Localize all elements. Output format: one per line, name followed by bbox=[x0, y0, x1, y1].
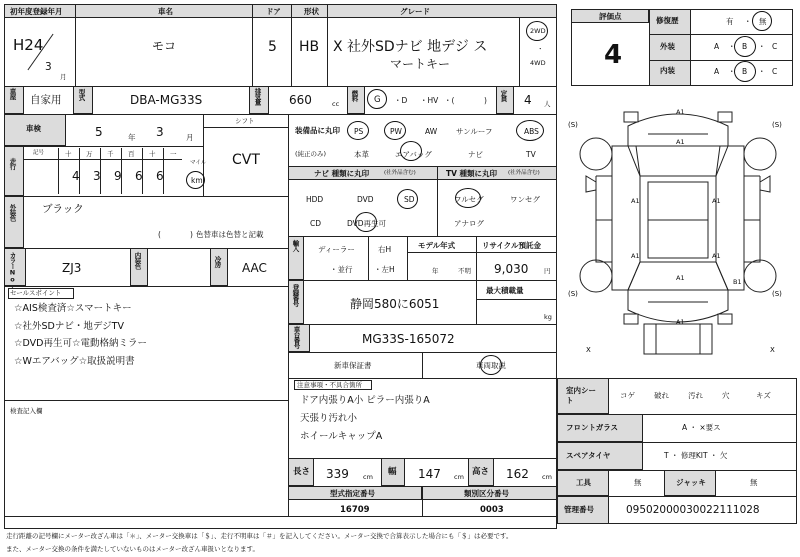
wheel-mark-left: X bbox=[586, 346, 591, 354]
displacement-label: 排気量 bbox=[253, 88, 262, 105]
mileage-unit: km bbox=[191, 176, 203, 185]
jack-value: 無 bbox=[750, 478, 758, 487]
drive-2wd: 2WD bbox=[530, 27, 546, 35]
door-value: 5 bbox=[268, 39, 277, 55]
mileage-header-cell: 十 bbox=[149, 150, 156, 158]
usage-label: 車屋 bbox=[8, 88, 17, 99]
tv-incl: (社外品含む) bbox=[508, 170, 540, 176]
car-name-value: モコ bbox=[152, 39, 177, 53]
first-reg-month-unit: 月 bbox=[60, 73, 67, 81]
shift-label: シフト bbox=[235, 117, 255, 125]
sx-top-right: (S) bbox=[772, 121, 782, 129]
repair-sep: ・ bbox=[744, 17, 752, 26]
displacement-value: 660 bbox=[289, 93, 312, 107]
class-no-value: 0003 bbox=[480, 505, 504, 515]
equip-leather: 本革 bbox=[354, 150, 369, 159]
drive-2wd-circle bbox=[526, 21, 548, 41]
fuel-other-close: ) bbox=[484, 96, 487, 105]
equip-tv: TV bbox=[526, 150, 536, 159]
note-2: 天張り汚れ小 bbox=[300, 413, 358, 424]
first-reg-era: H24 bbox=[13, 36, 44, 54]
equip-airbag: エアバッグ bbox=[395, 150, 432, 159]
mgmt-value: 09502000030022111028 bbox=[626, 504, 760, 516]
registration-label: 登録番号 bbox=[291, 284, 300, 306]
sub-digits-label: 記号 bbox=[33, 150, 45, 156]
mileage-digit: 6 bbox=[135, 169, 143, 183]
jack-label: ジャッキ bbox=[676, 478, 706, 487]
height-label: 高さ bbox=[472, 467, 490, 477]
drive-4wd: 4WD bbox=[530, 59, 546, 67]
nav-dvd-play: DVD再生可 bbox=[347, 219, 387, 228]
height-unit: cm bbox=[542, 473, 552, 481]
registration-value: 静岡580に6051 bbox=[350, 297, 440, 311]
damage-mark: A1 bbox=[712, 252, 721, 260]
manual-label: 車両取説 bbox=[476, 361, 506, 370]
mileage-digit: 9 bbox=[114, 169, 122, 183]
first-reg-month: 3 bbox=[45, 61, 52, 73]
shape-label: 形状 bbox=[304, 7, 319, 16]
interior-color-label: 内装色 bbox=[133, 252, 142, 269]
damage-mark: A1 bbox=[631, 197, 640, 205]
import-label: 輸入 bbox=[291, 240, 300, 251]
nav-hdd: HDD bbox=[306, 195, 324, 204]
damage-mark: B1 bbox=[733, 278, 742, 286]
inspection-label: 検査記入欄 bbox=[10, 407, 43, 415]
shaken-month: 3 bbox=[156, 125, 164, 139]
type-cert-label: 型式指定番号 bbox=[330, 489, 375, 498]
repair-no: 無 bbox=[759, 17, 767, 26]
class-no-label: 類別区分番号 bbox=[464, 489, 509, 498]
warranty-label: 新車保証書 bbox=[334, 361, 372, 370]
equip-ps: PS bbox=[354, 127, 364, 136]
mileage-digit: 4 bbox=[72, 169, 80, 183]
nav-dvd: DVD bbox=[357, 195, 374, 204]
note-1: ドア内張りA小 ピラー内張りA bbox=[300, 395, 430, 406]
spare-tire-label: スペアタイヤ bbox=[566, 451, 611, 460]
damage-mark: A1 bbox=[631, 252, 640, 260]
usage-value: 自家用 bbox=[30, 94, 62, 106]
tv-analog: アナログ bbox=[454, 219, 484, 228]
fuel-other-open: ・( bbox=[444, 96, 455, 105]
exterior-color-value: ブラック bbox=[42, 203, 84, 215]
sales-point-3: ☆DVD再生可☆電動格納ミラー bbox=[14, 338, 147, 349]
nav-sd: SD bbox=[404, 195, 415, 204]
length-unit: cm bbox=[363, 473, 373, 481]
tools-value: 無 bbox=[634, 478, 642, 487]
mileage-digit: 3 bbox=[93, 169, 101, 183]
sales-points-label: セールスポイント bbox=[10, 289, 62, 297]
mile-label: マイル bbox=[190, 160, 207, 166]
damage-mark: A1 bbox=[712, 197, 721, 205]
sales-point-1: ☆AIS検査済☆スマートキー bbox=[14, 303, 132, 314]
r-side: 右H bbox=[378, 245, 392, 254]
drive-sep: ・ bbox=[537, 45, 544, 53]
chassis-label: 車台番号 bbox=[292, 326, 301, 348]
length-label: 長さ bbox=[293, 467, 311, 477]
rating-label: 評価点 bbox=[599, 12, 622, 21]
grade-line1: X 社外SDナビ 地デジ ス bbox=[333, 39, 488, 55]
footnote-1: 走行距離の記号欄にメーター改ざん車は「＊」、メーター交換車は「＄」、走行不明車は「＃」を記入してください。メーター交換で合算表示した場合にも「＄」は必要です。 bbox=[6, 532, 513, 540]
capacity-value: 4 bbox=[524, 93, 532, 107]
nav-heading: ナビ 種類に丸印 bbox=[314, 169, 370, 178]
sx-bottom-right: (S) bbox=[772, 290, 782, 298]
parallel-option: ・並行 bbox=[330, 265, 353, 274]
l-side: ・左H bbox=[374, 265, 395, 274]
nav-cd: CD bbox=[310, 219, 322, 228]
damage-mark: A1 bbox=[676, 138, 685, 146]
recycle-unit: 円 bbox=[544, 267, 551, 275]
model-type-label: 型式 bbox=[77, 89, 86, 100]
fuel-g-circle bbox=[367, 89, 387, 109]
ac-label: 冷房 bbox=[213, 256, 222, 267]
damage-mark: A1 bbox=[676, 318, 685, 326]
exterior-label: 外装 bbox=[660, 42, 675, 51]
equipment-label: 装備品に丸印 bbox=[295, 126, 340, 135]
repair-history-label: 修復歴 bbox=[656, 16, 679, 25]
footnote-2: また、メーター交換の条件を満たしていないものはメーター改ざん車扱いとなります。 bbox=[6, 545, 259, 553]
model-value: DBA-MG33S bbox=[130, 93, 203, 107]
max-load-label: 最大積載量 bbox=[486, 286, 524, 295]
int-sep1: ・ bbox=[728, 67, 736, 76]
shaken-month-unit: 月 bbox=[186, 133, 194, 142]
model-year-unit: 年 bbox=[432, 267, 439, 275]
int-c: C bbox=[772, 67, 778, 76]
shaken-year: 5 bbox=[95, 125, 103, 139]
sx-top-left: (S) bbox=[568, 121, 578, 129]
windshield-label: フロントガラス bbox=[566, 423, 619, 432]
color-no-value: ZJ3 bbox=[62, 261, 82, 275]
ext-sep2: ・ bbox=[758, 42, 766, 51]
interior-label: 内装 bbox=[660, 66, 675, 75]
color-note-close: ) bbox=[190, 230, 193, 239]
equip-sunroof: サンルーフ bbox=[456, 127, 493, 136]
displacement-unit: cc bbox=[332, 100, 340, 108]
fuel-d: ・D bbox=[394, 96, 408, 105]
mileage-label: 走行 bbox=[8, 158, 17, 169]
tools-label: 工具 bbox=[576, 478, 591, 487]
first-reg-label: 初年度登録年月 bbox=[10, 7, 63, 16]
rating-value: 4 bbox=[604, 40, 623, 70]
note-3: ホイールキャップA bbox=[300, 431, 383, 442]
width-unit: cm bbox=[454, 473, 464, 481]
notes-heading: 注意事項・不具合箇所 bbox=[297, 381, 362, 389]
grade-line2: マートキー bbox=[390, 57, 451, 71]
recycle-value: 9,030 bbox=[494, 262, 529, 276]
model-year-unknown: 不明 bbox=[458, 267, 471, 275]
spare-options: T ・ 修理KIT ・ 欠 bbox=[664, 451, 728, 460]
mileage-header-cell: 千 bbox=[107, 150, 114, 158]
wheel-mark-right: X bbox=[770, 346, 775, 354]
mileage-digit: 6 bbox=[156, 169, 164, 183]
height-value: 162 bbox=[506, 467, 529, 481]
equip-abs: ABS bbox=[524, 127, 539, 136]
repair-yes: 有 bbox=[726, 17, 734, 26]
max-load-unit: kg bbox=[544, 313, 552, 321]
length-value: 339 bbox=[326, 467, 349, 481]
type-cert-value: 16709 bbox=[340, 505, 370, 515]
ac-value: AAC bbox=[242, 261, 267, 275]
damage-mark: A1 bbox=[676, 108, 685, 116]
int-a: A bbox=[714, 67, 720, 76]
equipment-sub: (純正のみ) bbox=[295, 150, 327, 158]
seat-option: コゲ bbox=[620, 391, 635, 400]
damage-mark: A1 bbox=[676, 274, 685, 282]
capacity-label: 定員 bbox=[499, 90, 508, 101]
width-value: 147 bbox=[418, 467, 441, 481]
exterior-color-label: 外装色 bbox=[8, 204, 17, 221]
seat-label: 室内シート bbox=[566, 386, 596, 405]
mileage-header-cell: 十 bbox=[65, 150, 72, 158]
dealer-option: ディーラー bbox=[318, 245, 355, 254]
ext-a: A bbox=[714, 42, 720, 51]
seat-option: キズ bbox=[756, 391, 771, 400]
int-sep2: ・ bbox=[758, 67, 766, 76]
seat-option: 破れ bbox=[654, 391, 669, 400]
mileage-header-cell: 万 bbox=[86, 150, 93, 158]
shaken-year-unit: 年 bbox=[128, 133, 136, 142]
shift-value: CVT bbox=[232, 152, 260, 168]
mileage-header-cell: 一 bbox=[170, 150, 177, 158]
model-year-label: モデル年式 bbox=[418, 241, 456, 250]
equip-navi: ナビ bbox=[468, 150, 483, 159]
sales-point-2: ☆社外SDナビ・地デジTV bbox=[14, 321, 124, 332]
shaken-label: 車検 bbox=[26, 124, 41, 133]
shape-value: HB bbox=[299, 39, 320, 55]
car-name-label: 車名 bbox=[158, 7, 173, 16]
fuel-hv: ・HV bbox=[420, 96, 439, 105]
fuel-label: 燃料 bbox=[350, 90, 359, 101]
ext-b: B bbox=[742, 42, 748, 51]
windshield-options: A ・ ×要ス bbox=[682, 423, 721, 432]
ext-c: C bbox=[772, 42, 778, 51]
chassis-value: MG33S-165072 bbox=[362, 332, 455, 346]
int-b: B bbox=[742, 67, 748, 76]
recycle-label: リサイクル預託金 bbox=[482, 241, 541, 250]
tv-fullseg: フルセグ bbox=[454, 195, 484, 204]
color-note: 色替車は色替と記載 bbox=[196, 230, 264, 239]
fuel-g: G bbox=[374, 95, 381, 105]
sales-point-4: ☆Wエアバッグ☆取扱説明書 bbox=[14, 356, 135, 367]
mileage-header-cell: 百 bbox=[128, 150, 135, 158]
nav-incl: (社外品含む) bbox=[384, 170, 416, 176]
color-note-open: ( bbox=[158, 230, 161, 239]
equip-aw: AW bbox=[425, 127, 438, 136]
car-damage-diagram bbox=[562, 100, 798, 370]
equip-pw: PW bbox=[390, 127, 402, 136]
tv-heading: TV 種類に丸印 bbox=[446, 169, 498, 178]
capacity-unit: 人 bbox=[544, 100, 551, 108]
seat-option: 汚れ bbox=[688, 391, 703, 400]
color-no-label: カラーNo. bbox=[8, 252, 17, 290]
main-form bbox=[4, 4, 557, 529]
mgmt-label: 管理番号 bbox=[564, 505, 594, 514]
km-circle bbox=[186, 171, 205, 189]
sx-bottom-left: (S) bbox=[568, 290, 578, 298]
grade-label: グレード bbox=[400, 7, 430, 16]
width-label: 幅 bbox=[388, 467, 397, 477]
door-label: ドア bbox=[266, 7, 281, 16]
tv-oneseg: ワンセグ bbox=[510, 195, 540, 204]
seat-option: 穴 bbox=[722, 391, 730, 400]
ext-sep1: ・ bbox=[728, 42, 736, 51]
